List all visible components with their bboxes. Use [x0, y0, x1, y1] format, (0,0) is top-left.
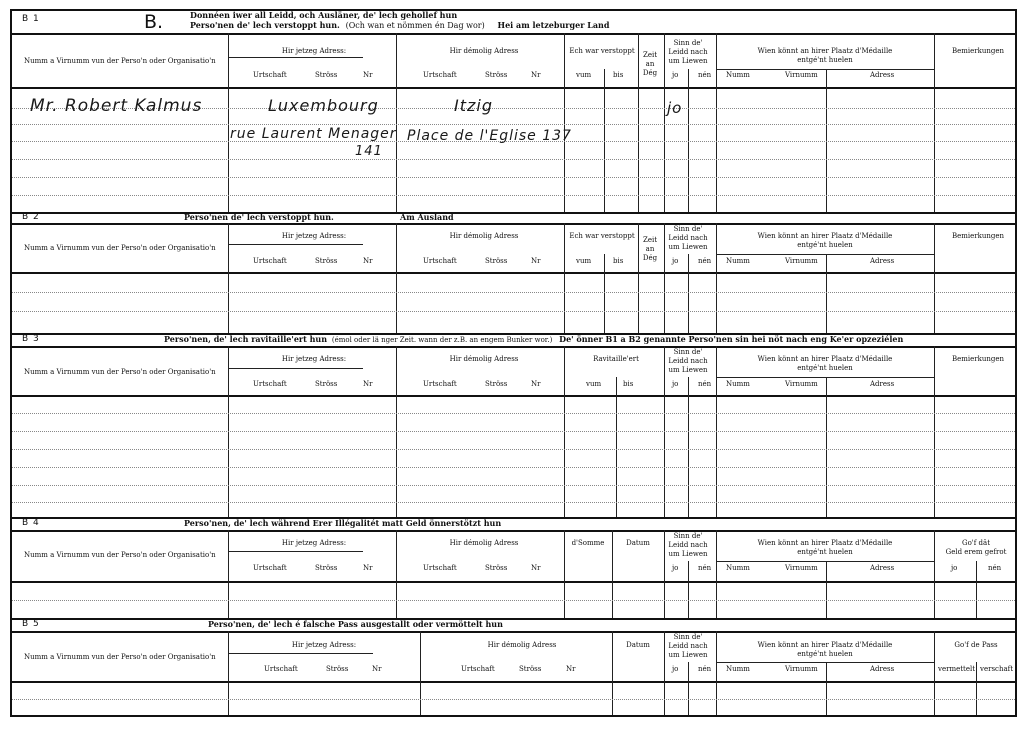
b4-former-address-label: Hir démolig Adress	[449, 539, 519, 547]
b4-name-label: Numm a Virnumm vun der Perso'n oder Organisatio'n	[24, 551, 216, 559]
b5-medal-firstname-label: Virnumm	[785, 665, 818, 673]
b1-saved-label: Sinn de' Leidd nach um Liewen	[668, 39, 708, 65]
b4-money-no-label: nén	[988, 564, 1002, 572]
b4-medal-name-label: Numm	[726, 564, 750, 572]
b2-medal-address-label: Adress	[870, 257, 895, 265]
section-b5-id: B 5	[22, 619, 40, 629]
b5-pass-given-label: Go'f de Pass	[954, 641, 998, 649]
b1-time-label: Zeit an Dég	[642, 51, 658, 77]
b5-title: Perso'nen, de' lech é falsche Pass ausgestallt oder vermöttelt hun	[208, 619, 503, 629]
b1-name-label: Numm a Virnumm vun der Perso'n oder Organisatio'n	[24, 57, 216, 65]
b3-current-street-label: Ströss	[315, 380, 338, 388]
b3-former-nr-label: Nr	[531, 380, 541, 388]
b4-medal-firstname-label: Virnumm	[785, 564, 818, 572]
b4-current-nr-label: Nr	[363, 564, 373, 572]
b3-former-town-label: Urtschaft	[423, 380, 457, 388]
b2-current-nr-label: Nr	[363, 257, 373, 265]
b2-remarks-label: Bemierkungen	[951, 232, 1005, 240]
b2-medal-name-label: Numm	[726, 257, 750, 265]
b3-remarks-label: Bemierkungen	[951, 355, 1005, 363]
b5-current-street-label: Ströss	[326, 665, 349, 673]
b2-current-town-label: Urtschaft	[253, 257, 287, 265]
entry-alive: jo	[667, 99, 683, 117]
b3-yes-label: jo	[672, 380, 679, 388]
b2-from-label: vum	[576, 257, 592, 265]
b4-money-given-label: Go'f dât Geld erem gefrot	[945, 539, 1007, 556]
b4-date-label: Datum	[626, 539, 650, 547]
b1-current-street-label: Ströss	[315, 71, 338, 79]
b2-subtitle: Am Ausland	[400, 212, 454, 222]
b4-former-town-label: Urtschaft	[423, 564, 457, 572]
b3-supplied-label: Ravitaille'ert	[593, 355, 639, 363]
b3-from-label: vum	[586, 380, 602, 388]
b5-current-nr-label: Nr	[372, 665, 382, 673]
b5-returned-label: vermettelt	[938, 665, 976, 673]
b1-remarks-label: Bemierkungen	[951, 47, 1005, 55]
b5-date-label: Datum	[626, 641, 650, 649]
b1-former-address-label: Hir démolig Adress	[449, 47, 519, 55]
b3-medal-name-label: Numm	[726, 380, 750, 388]
b1-current-town-label: Urtschaft	[253, 71, 287, 79]
b1-medal-firstname-label: Virnumm	[785, 71, 818, 79]
entry-current-nr: 141	[355, 144, 383, 159]
b2-former-nr-label: Nr	[531, 257, 541, 265]
form-letter: B.	[144, 11, 164, 33]
b3-current-town-label: Urtschaft	[253, 380, 287, 388]
b1-no-label: nén	[698, 71, 712, 79]
b2-former-street-label: Ströss	[485, 257, 508, 265]
entry-current-town: Luxembourg	[268, 96, 379, 115]
b4-former-street-label: Ströss	[485, 564, 508, 572]
b4-title: Perso'nen, de' lech während Erer Illégalitét matt Geld önnerstötzt hun	[184, 518, 502, 528]
b1-hidden-label: Ech war verstoppt	[569, 47, 635, 55]
b3-former-address-label: Hir démolig Adress	[449, 355, 519, 363]
section-b2-id: B 2	[22, 212, 40, 222]
b1-former-nr-label: Nr	[531, 71, 541, 79]
b2-medal-firstname-label: Virnumm	[785, 257, 818, 265]
b4-medal-label: Wien könnt an hirer Plaatz d'Médaille entgé'nt huelen	[757, 539, 893, 556]
b5-former-nr-label: Nr	[566, 665, 576, 673]
b5-current-address-label: Hir jetzeg Adress:	[291, 641, 357, 649]
b2-yes-label: jo	[672, 257, 679, 265]
b1-medal-label: Wien könnt an hirer Plaatz d'Médaille entgé'nt huelen	[757, 47, 893, 64]
b4-saved-label: Sinn de' Leidd nach um Liewen	[668, 532, 708, 558]
b2-title: Perso'nen de' lech verstoppt hun.	[184, 212, 334, 222]
b5-name-label: Numm a Virnumm vun der Perso'n oder Organisatio'n	[24, 653, 216, 661]
b2-hidden-label: Ech war verstoppt	[569, 232, 635, 240]
b2-current-address-label: Hir jetzeg Adress:	[281, 232, 347, 240]
b4-current-address-label: Hir jetzeg Adress:	[281, 539, 347, 547]
entry-current-street: rue Laurent Menager	[230, 126, 397, 142]
b3-name-label: Numm a Virnumm vun der Perso'n oder Organisatio'n	[24, 368, 216, 376]
b1-former-town-label: Urtschaft	[423, 71, 457, 79]
b3-saved-label: Sinn de' Leidd nach um Liewen	[668, 348, 708, 374]
b1-current-nr-label: Nr	[363, 71, 373, 79]
b4-medal-address-label: Adress	[870, 564, 895, 572]
b5-medal-name-label: Numm	[726, 665, 750, 673]
b4-yes-label: jo	[672, 564, 679, 572]
section-b1-id: B 1	[22, 14, 40, 24]
b1-title-line1: Donnéen iwer all Leidd, och Ausläner, de' lech gehollef hun	[190, 10, 458, 20]
b3-medal-label: Wien könnt an hirer Plaatz d'Médaille entgé'nt huelen	[757, 355, 893, 372]
b1-medal-name-label: Numm	[726, 71, 750, 79]
b5-former-street-label: Ströss	[519, 665, 542, 673]
b5-medal-label: Wien könnt an hirer Plaatz d'Médaille entgé'nt huelen	[757, 641, 893, 658]
b5-forged-label: verschaft	[980, 665, 1014, 673]
entry-former-town: Itzig	[454, 96, 493, 115]
b1-from-label: vum	[576, 71, 592, 79]
b5-yes-label: jo	[672, 665, 679, 673]
b1-yes-label: jo	[672, 71, 679, 79]
b2-medal-label: Wien könnt an hirer Plaatz d'Médaille entgé'nt huelen	[757, 232, 893, 249]
b5-former-town-label: Urtschaft	[461, 665, 495, 673]
b3-former-street-label: Ströss	[485, 380, 508, 388]
b5-medal-address-label: Adress	[870, 665, 895, 673]
b2-former-address-label: Hir démolig Adress	[449, 232, 519, 240]
b3-current-address-label: Hir jetzeg Adress:	[281, 355, 347, 363]
b4-money-yes-label: jo	[951, 564, 958, 572]
b3-medal-firstname-label: Virnumm	[785, 380, 818, 388]
b5-saved-label: Sinn de' Leidd nach um Liewen	[668, 633, 708, 659]
b4-sum-label: d'Somme	[571, 539, 605, 547]
b1-title-line2: Perso'nen de' lech verstoppt hun. (Och wan et nömmen én Dag wor) Hei am letzeburger Land	[190, 20, 610, 30]
b3-to-label: bis	[623, 380, 634, 388]
b2-name-label: Numm a Virnumm vun der Perso'n oder Organisatio'n	[24, 244, 216, 252]
entry-former-address: Place de l'Eglise 137	[407, 128, 572, 144]
b2-no-label: nén	[698, 257, 712, 265]
b3-current-nr-label: Nr	[363, 380, 373, 388]
b3-medal-address-label: Adress	[870, 380, 895, 388]
b2-to-label: bis	[613, 257, 624, 265]
b1-medal-address-label: Adress	[870, 71, 895, 79]
questionnaire-form	[10, 9, 1017, 717]
b1-current-address-label: Hir jetzeg Adress:	[281, 47, 347, 55]
entry-name: Mr. Robert Kalmus	[30, 96, 203, 116]
b4-current-street-label: Ströss	[315, 564, 338, 572]
b2-time-label: Zeit an Dég	[642, 236, 658, 262]
b4-former-nr-label: Nr	[531, 564, 541, 572]
b5-current-town-label: Urtschaft	[264, 665, 298, 673]
section-b3-id: B 3	[22, 334, 40, 344]
b2-former-town-label: Urtschaft	[423, 257, 457, 265]
b2-saved-label: Sinn de' Leidd nach um Liewen	[668, 225, 708, 251]
b3-title: Perso'nen, de' lech ravitaille'ert hun (émol oder lä nger Zeit. wann der z.B. an engem Bunker wor.) De' önner B1 a B2 genannte Perso'nen sin hei nöt nach eng Ke'er opzeziélen	[164, 334, 904, 344]
b2-current-street-label: Ströss	[315, 257, 338, 265]
b4-current-town-label: Urtschaft	[253, 564, 287, 572]
b3-no-label: nén	[698, 380, 712, 388]
b1-to-label: bis	[613, 71, 624, 79]
b4-no-label: nén	[698, 564, 712, 572]
section-b4-id: B 4	[22, 518, 40, 528]
b5-no-label: nén	[698, 665, 712, 673]
b1-former-street-label: Ströss	[485, 71, 508, 79]
b5-former-address-label: Hir démolig Adress	[487, 641, 557, 649]
